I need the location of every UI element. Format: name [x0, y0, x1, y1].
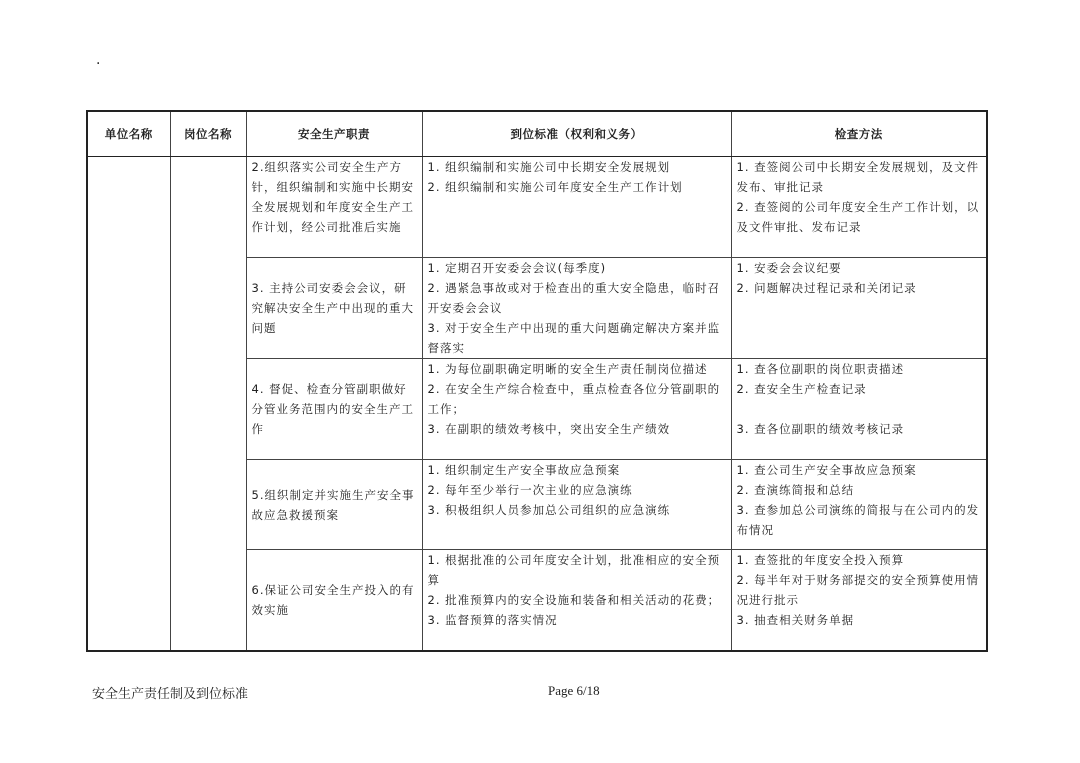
- duty-cell: 3. 主持公司安委会会议，研究解决安全生产中出现的重大问题: [246, 258, 422, 359]
- header-safety-duty: 安全生产职责: [246, 111, 422, 157]
- standard-item: 1. 根据批准的公司年度安全计划，批准相应的安全预算: [427, 553, 721, 587]
- standard-item: 2. 批准预算内的安全设施和装备和相关活动的花费；: [427, 593, 721, 607]
- responsibility-table: [86, 110, 988, 652]
- check-item: 3. 查各位副职的绩效考核记录: [736, 422, 905, 436]
- check-item: 2. 问题解决过程记录和关闭记录: [736, 281, 917, 295]
- footer-document-title: 安全生产责任制及到位标准: [92, 687, 249, 702]
- check-item: 1. 查签批的年度安全投入预算: [736, 553, 905, 567]
- standard-item: 3. 积极组织人员参加总公司组织的应急演练: [427, 503, 671, 517]
- header-post-name: 岗位名称: [170, 111, 246, 157]
- header-unit-name: 单位名称: [87, 111, 170, 157]
- standard-cell: [422, 359, 731, 460]
- standard-item: 1. 为每位副职确定明晰的安全生产责任制岗位描述: [427, 362, 708, 376]
- standard-item: 2. 在安全生产综合检查中，重点检查各位分管副职的工作；: [427, 382, 721, 416]
- check-item: 2. 查签阅的公司年度安全生产工作计划，以及文件审批、发布记录: [736, 200, 980, 234]
- check-item: 1. 查签阅公司中长期安全发展规划，及文件发布、审批记录: [736, 160, 980, 194]
- check-cell: [731, 460, 987, 550]
- duty-cell: 6.保证公司安全生产投入的有效实施: [246, 550, 422, 651]
- standard-cell: [422, 550, 731, 651]
- footer-page-number: Page 6/18: [548, 683, 600, 698]
- standard-item: 1. 定期召开安委会会议(每季度): [427, 261, 607, 275]
- standard-cell: [422, 258, 731, 359]
- duty-cell: 4. 督促、检查分管副职做好分管业务范围内的安全生产工作: [246, 359, 422, 460]
- check-item: 3. 查参加总公司演练的简报与在公司内的发布情况: [736, 503, 980, 537]
- post-name-cell: [170, 157, 246, 651]
- standard-item: 1. 组织编制和实施公司中长期安全发展规划: [427, 160, 671, 174]
- check-cell: [731, 359, 987, 460]
- standard-item: 3. 对于安全生产中出现的重大问题确定解决方案并监督落实: [427, 321, 721, 355]
- header-standard: 到位标准（权利和义务）: [422, 111, 731, 157]
- duty-cell: 2.组织落实公司安全生产方针，组织编制和实施中长期安全发展规划和年度安全生产工作计划，经公司批准后实施: [246, 157, 422, 258]
- check-item: 3. 抽查相关财务单据: [736, 613, 855, 627]
- check-cell: [731, 550, 987, 651]
- standard-item: 2. 每年至少举行一次主业的应急演练: [427, 483, 633, 497]
- header-mark: .: [96, 52, 101, 68]
- standard-item: 2. 组织编制和实施公司年度安全生产工作计划: [427, 180, 683, 194]
- unit-name-cell: [87, 157, 170, 651]
- table-row: [87, 157, 987, 258]
- header-check-method: 检查方法: [731, 111, 987, 157]
- table-header-row: [87, 111, 987, 157]
- check-item: 1. 安委会会议纪要: [736, 261, 842, 275]
- standard-item: 2. 遇紧急事故或对于检查出的重大安全隐患，临时召开安委会会议: [427, 281, 721, 315]
- check-item: 1. 查各位副职的岗位职责描述: [736, 362, 905, 376]
- check-item: 1. 查公司生产安全事故应急预案: [736, 463, 917, 477]
- standard-item: 3. 监督预算的落实情况: [427, 613, 558, 627]
- standard-item: 3. 在副职的绩效考核中，突出安全生产绩效: [427, 422, 671, 436]
- standard-item: 1. 组织制定生产安全事故应急预案: [427, 463, 621, 477]
- check-spacer: [737, 399, 982, 419]
- standard-cell: [422, 157, 731, 258]
- check-cell: [731, 157, 987, 258]
- standard-cell: [422, 460, 731, 550]
- check-item: 2. 每半年对于财务部提交的安全预算使用情况进行批示: [736, 573, 980, 607]
- duty-cell: 5.组织制定并实施生产安全事故应急救援预案: [246, 460, 422, 550]
- check-item: 2. 查演练简报和总结: [736, 483, 855, 497]
- check-item: 2. 查安全生产检查记录: [736, 382, 867, 396]
- check-cell: [731, 258, 987, 359]
